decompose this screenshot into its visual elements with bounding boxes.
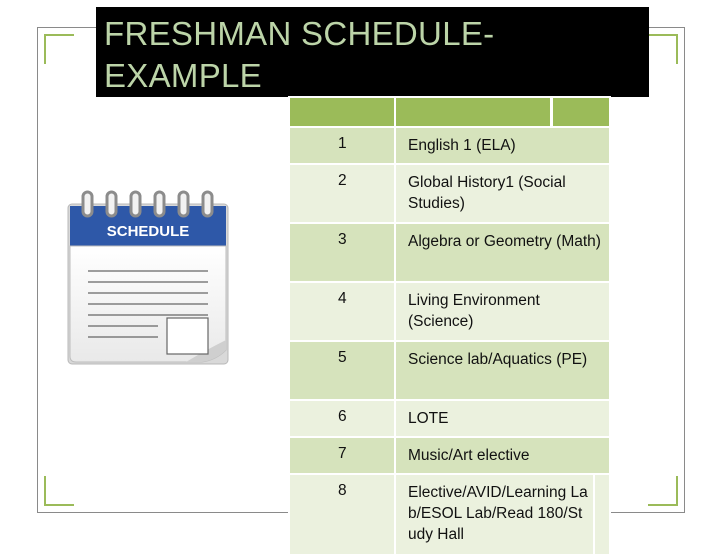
period-number: 8 [289,474,395,555]
table-row [289,164,610,223]
corner-accent [44,34,74,64]
period-number: 6 [289,400,395,437]
period-number: 5 [289,341,395,400]
period-number: 1 [289,127,395,164]
course-name: Algebra or Geometry (Math) [395,223,610,282]
period-number: 2 [289,164,395,223]
course-name [395,474,610,555]
table-row [289,400,610,437]
table-header-row [289,97,610,127]
slide-title-line-2: EXAMPLE [104,57,262,94]
table-row [289,437,610,474]
calendar-notepad-icon [66,190,230,368]
header-cell [289,97,395,127]
table-row [289,223,610,282]
corner-accent [648,476,678,506]
slide-title-line-1: FRESHMAN SCHEDULE- [104,15,495,52]
header-cell [395,97,610,127]
course-name: LOTE [395,400,610,437]
table-row [289,282,610,341]
period-number: 7 [289,437,395,474]
course-name: Living Environment (Science) [395,282,610,341]
corner-accent [44,476,74,506]
table-row [289,341,610,400]
corner-accent [648,34,678,64]
table-row [289,127,610,164]
table-row [289,474,610,555]
course-name-text: Elective/AVID/Learning Lab/ESOL Lab/Read 180/Study Hall [408,484,588,543]
schedule-label: SCHEDULE [106,223,190,240]
period-number: 4 [289,282,395,341]
period-number: 3 [289,223,395,282]
schedule-table [288,96,611,556]
course-name: Global History1 (Social Studies) [395,164,610,223]
course-name: Music/Art elective [395,437,610,474]
title-box [96,7,649,97]
course-name: English 1 (ELA) [395,127,610,164]
course-name: Science lab/Aquatics (PE) [395,341,610,400]
